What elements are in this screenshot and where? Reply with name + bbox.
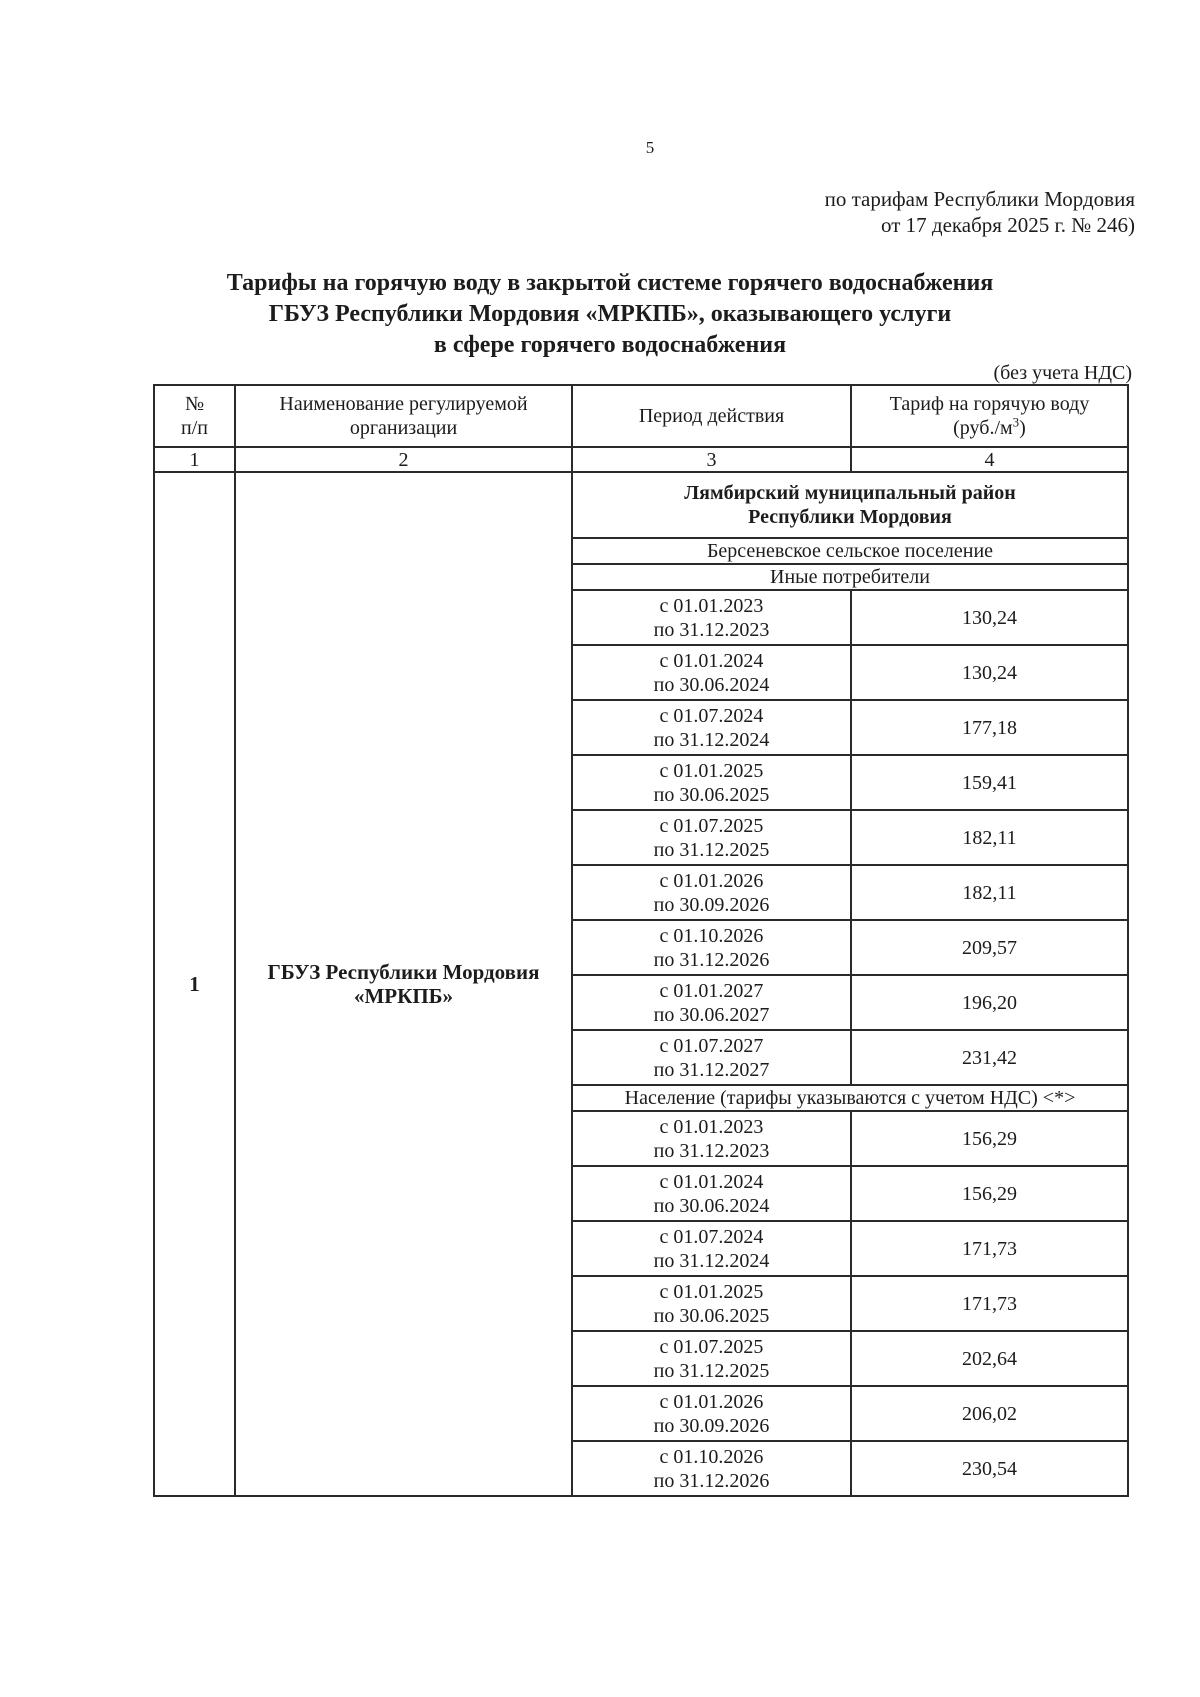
tariff-value: 196,20 xyxy=(851,975,1128,1030)
period-end: по 31.12.2023 xyxy=(653,618,770,641)
tariff-value: 231,42 xyxy=(851,1030,1128,1085)
region-name-line-2: Республики Мордовия xyxy=(748,506,952,528)
period-cell xyxy=(572,1166,851,1221)
page-number: 5 xyxy=(645,138,655,157)
period-end: по 30.06.2024 xyxy=(653,673,770,696)
period-cell xyxy=(572,1221,851,1276)
period-cell xyxy=(572,1276,851,1331)
header-tariff xyxy=(851,385,1128,447)
tariff-value: 130,24 xyxy=(851,590,1128,645)
vat-note: (без учета НДС) xyxy=(993,362,1132,384)
period-start: с 01.01.2024 xyxy=(659,1170,764,1193)
period-start: с 01.07.2025 xyxy=(659,1335,764,1358)
header-num-line-2: п/п xyxy=(181,417,208,439)
period-cell xyxy=(572,1030,851,1085)
row-number: 1 xyxy=(154,472,235,1496)
period-start: с 01.01.2027 xyxy=(659,979,764,1002)
tariff-value: 209,57 xyxy=(851,920,1128,975)
period-cell xyxy=(572,645,851,700)
period-start: с 01.01.2023 xyxy=(659,594,764,617)
period-end: по 31.12.2025 xyxy=(653,1359,770,1382)
period-end: по 31.12.2025 xyxy=(653,838,770,861)
period-cell xyxy=(572,1111,851,1166)
period-end: по 31.12.2024 xyxy=(653,1249,770,1272)
column-number: 3 xyxy=(572,447,851,472)
tariff-value: 230,54 xyxy=(851,1441,1128,1496)
period-end: по 30.06.2024 xyxy=(653,1194,770,1217)
period-start: с 01.01.2026 xyxy=(659,869,764,892)
header-tariff-line-2 xyxy=(856,416,1123,440)
period-end: по 30.09.2026 xyxy=(653,1414,770,1437)
period-cell xyxy=(572,1331,851,1386)
tariff-value: 171,73 xyxy=(851,1276,1128,1331)
period-end: по 31.12.2026 xyxy=(653,1469,770,1492)
tariff-value: 206,02 xyxy=(851,1386,1128,1441)
tariff-value: 156,29 xyxy=(851,1111,1128,1166)
period-cell xyxy=(572,590,851,645)
tariff-value: 130,24 xyxy=(851,645,1128,700)
period-start: с 01.07.2024 xyxy=(659,704,764,727)
period-start: с 01.10.2026 xyxy=(659,924,764,947)
tariff-value: 182,11 xyxy=(851,865,1128,920)
reference-line-2: от 17 декабря 2025 г. № 246) xyxy=(881,213,1135,237)
period-end: по 31.12.2027 xyxy=(653,1058,770,1081)
period-start: с 01.01.2023 xyxy=(659,1115,764,1138)
consumer-group-label: Население (тарифы указываются с учетом НДС) <*> xyxy=(572,1085,1128,1111)
settlement-name: Берсеневское сельское поселение xyxy=(572,538,1128,564)
reference-line-1: по тарифам Республики Мордовия xyxy=(824,187,1135,211)
period-cell xyxy=(572,700,851,755)
title-line-2: ГБУЗ Республики Мордовия «МРКПБ», оказывающего услуги xyxy=(268,301,952,327)
period-cell xyxy=(572,810,851,865)
column-number-row xyxy=(154,447,1128,472)
title-line-1: Тарифы на горячую воду в закрытой системе горячего водоснабжения xyxy=(226,270,994,296)
period-end: по 31.12.2024 xyxy=(653,728,770,751)
period-end: по 30.06.2025 xyxy=(653,1304,770,1327)
period-start: с 01.01.2025 xyxy=(659,1280,764,1303)
period-end: по 30.06.2027 xyxy=(653,1003,770,1026)
table-header-row xyxy=(154,385,1128,447)
period-cell xyxy=(572,755,851,810)
period-start: с 01.07.2025 xyxy=(659,814,764,837)
period-cell xyxy=(572,975,851,1030)
header-num xyxy=(154,385,235,447)
tariff-value: 182,11 xyxy=(851,810,1128,865)
tariff-value: 171,73 xyxy=(851,1221,1128,1276)
organization-name xyxy=(235,472,572,1496)
period-end: по 31.12.2023 xyxy=(653,1139,770,1162)
period-start: с 01.07.2024 xyxy=(659,1225,764,1248)
header-org-line-1: Наименование регулируемой xyxy=(279,393,528,415)
period-end: по 30.06.2025 xyxy=(653,783,770,806)
header-period: Период действия xyxy=(572,385,851,447)
organization-name-line-1: ГБУЗ Республики Мордовия xyxy=(267,960,540,984)
tariff-value: 202,64 xyxy=(851,1331,1128,1386)
region-name xyxy=(572,472,1128,538)
column-number: 1 xyxy=(154,447,235,472)
period-cell xyxy=(572,920,851,975)
region-name-line-1: Лямбирский муниципальный район xyxy=(684,482,1016,504)
header-tariff-unit: (руб./м xyxy=(953,417,1013,439)
tariff-value: 159,41 xyxy=(851,755,1128,810)
header-organization xyxy=(235,385,572,447)
header-num-line-1: № xyxy=(184,393,205,415)
period-start: с 01.10.2026 xyxy=(659,1445,764,1468)
region-row xyxy=(154,472,1128,538)
column-number: 2 xyxy=(235,447,572,472)
document-title xyxy=(130,268,1090,361)
tariff-table xyxy=(153,384,1129,1497)
period-start: с 01.01.2024 xyxy=(659,649,764,672)
tariff-value: 156,29 xyxy=(851,1166,1128,1221)
column-number: 4 xyxy=(851,447,1128,472)
period-cell xyxy=(572,1386,851,1441)
header-tariff-unit-exponent: 3 xyxy=(1012,414,1020,430)
organization-name-line-2: «МРКПБ» xyxy=(353,984,454,1008)
period-end: по 31.12.2026 xyxy=(653,948,770,971)
tariff-value: 177,18 xyxy=(851,700,1128,755)
period-start: с 01.07.2027 xyxy=(659,1034,764,1057)
period-cell xyxy=(572,1441,851,1496)
title-line-3: в сфере горячего водоснабжения xyxy=(433,332,787,358)
period-cell xyxy=(572,865,851,920)
header-tariff-unit-close: ) xyxy=(1019,417,1026,439)
header-tariff-line-1: Тариф на горячую воду xyxy=(889,393,1090,415)
period-start: с 01.01.2026 xyxy=(659,1390,764,1413)
period-end: по 30.09.2026 xyxy=(653,893,770,916)
header-org-line-2: организации xyxy=(349,417,458,439)
period-start: с 01.01.2025 xyxy=(659,759,764,782)
consumer-group-label: Иные потребители xyxy=(572,564,1128,590)
